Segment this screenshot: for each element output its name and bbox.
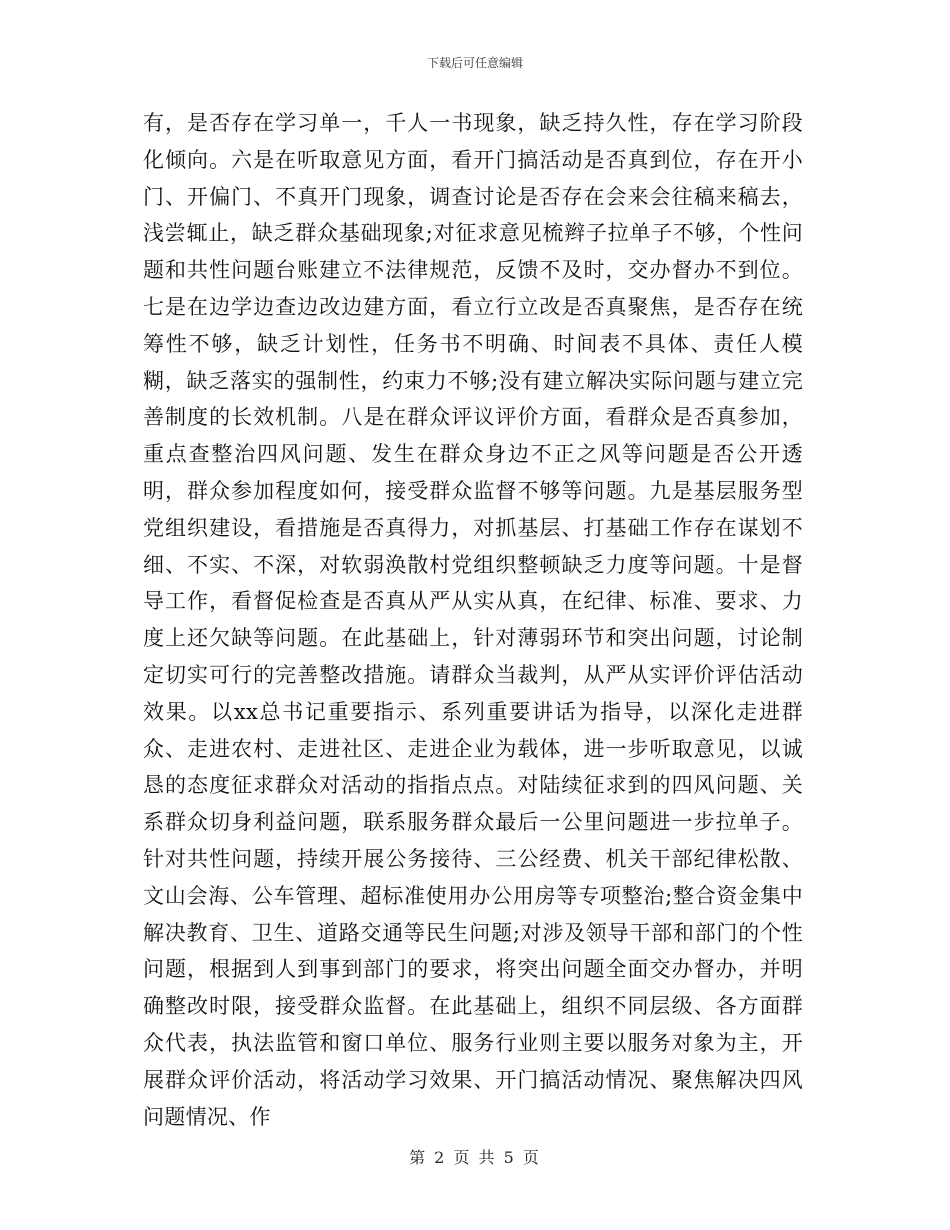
page-number-footer: 第 2 页 共 5 页 — [409, 1148, 541, 1167]
document-body-paragraph: 有，是否存在学习单一，千人一书现象，缺乏持久性，存在学习阶段化倾向。六是在听取意见方面，看开门搞活动是否真到位，存在开小门、开偏门、不真开门现象，调查讨论是否存在会来会往稿来稿去，浅尝辄止，缺乏群众基础现象;对征求意见梳辫子拉单子不够，个性问题和共性问题台账建立不法律规范，反馈不及时，交办督办不到位。七是在边学边查边改边建方面，看立行立改是否真聚焦，是否存在统筹性不够，缺乏计划性，任务书不明确、时间表不具体、责任人模糊，缺乏落实的强制性，约束力不够;没有建立解决实际问题与建立完善制度的长效机制。八是在群众评议评价方面，看群众是否真参加，重点查整治四风问题、发生在群众身边不正之风等问题是否公开透明，群众参加程度如何，接受群众监督不够等问题。九是基层服务型党组织建设，看措施是否真得力，对抓基层、打基础工作存在谋划不细、不实、不深，对软弱涣散村党组织整顿缺乏力度等问题。十是督导工作，看督促检查是否真从严从实从真，在纪律、标准、要求、力度上还欠缺等问题。在此基础上，针对薄弱环节和突出问题，讨论制定切实可行的完善整改措施。请群众当裁判，从严从实评价评估活动效果。以xx总书记重要指示、系列重要讲话为指导，以深化走进群众、走进农村、走进社区、走进企业为载体，进一步听取意见，以诚恳的态度征求群众对活动的指指点点。对陆续征求到的四风问题、关系群众切身利益问题，联系服务群众最后一公里问题进一步拉单子。针对共性问题，持续开展公务接待、三公经费、机关干部纪律松散、文山会海、公车管理、超标准使用办公用房等专项整治;整合资金集中解决教育、卫生、道路交通等民生问题;对涉及领导干部和部门的个性问题，根据到人到事到部门的要求，将突出问题全面交办督办，并明确整改时限，接受群众监督。在此基础上，组织不同层级、各方面群众代表，执法监管和窗口单位、服务行业则主要以服务对象为主，开展群众评价活动，将活动学习效果、开门搞活动情况、聚焦解决四风问题情况、作 — [143, 111, 803, 1129]
page-header: 下载后可任意编辑 — [426, 56, 523, 70]
